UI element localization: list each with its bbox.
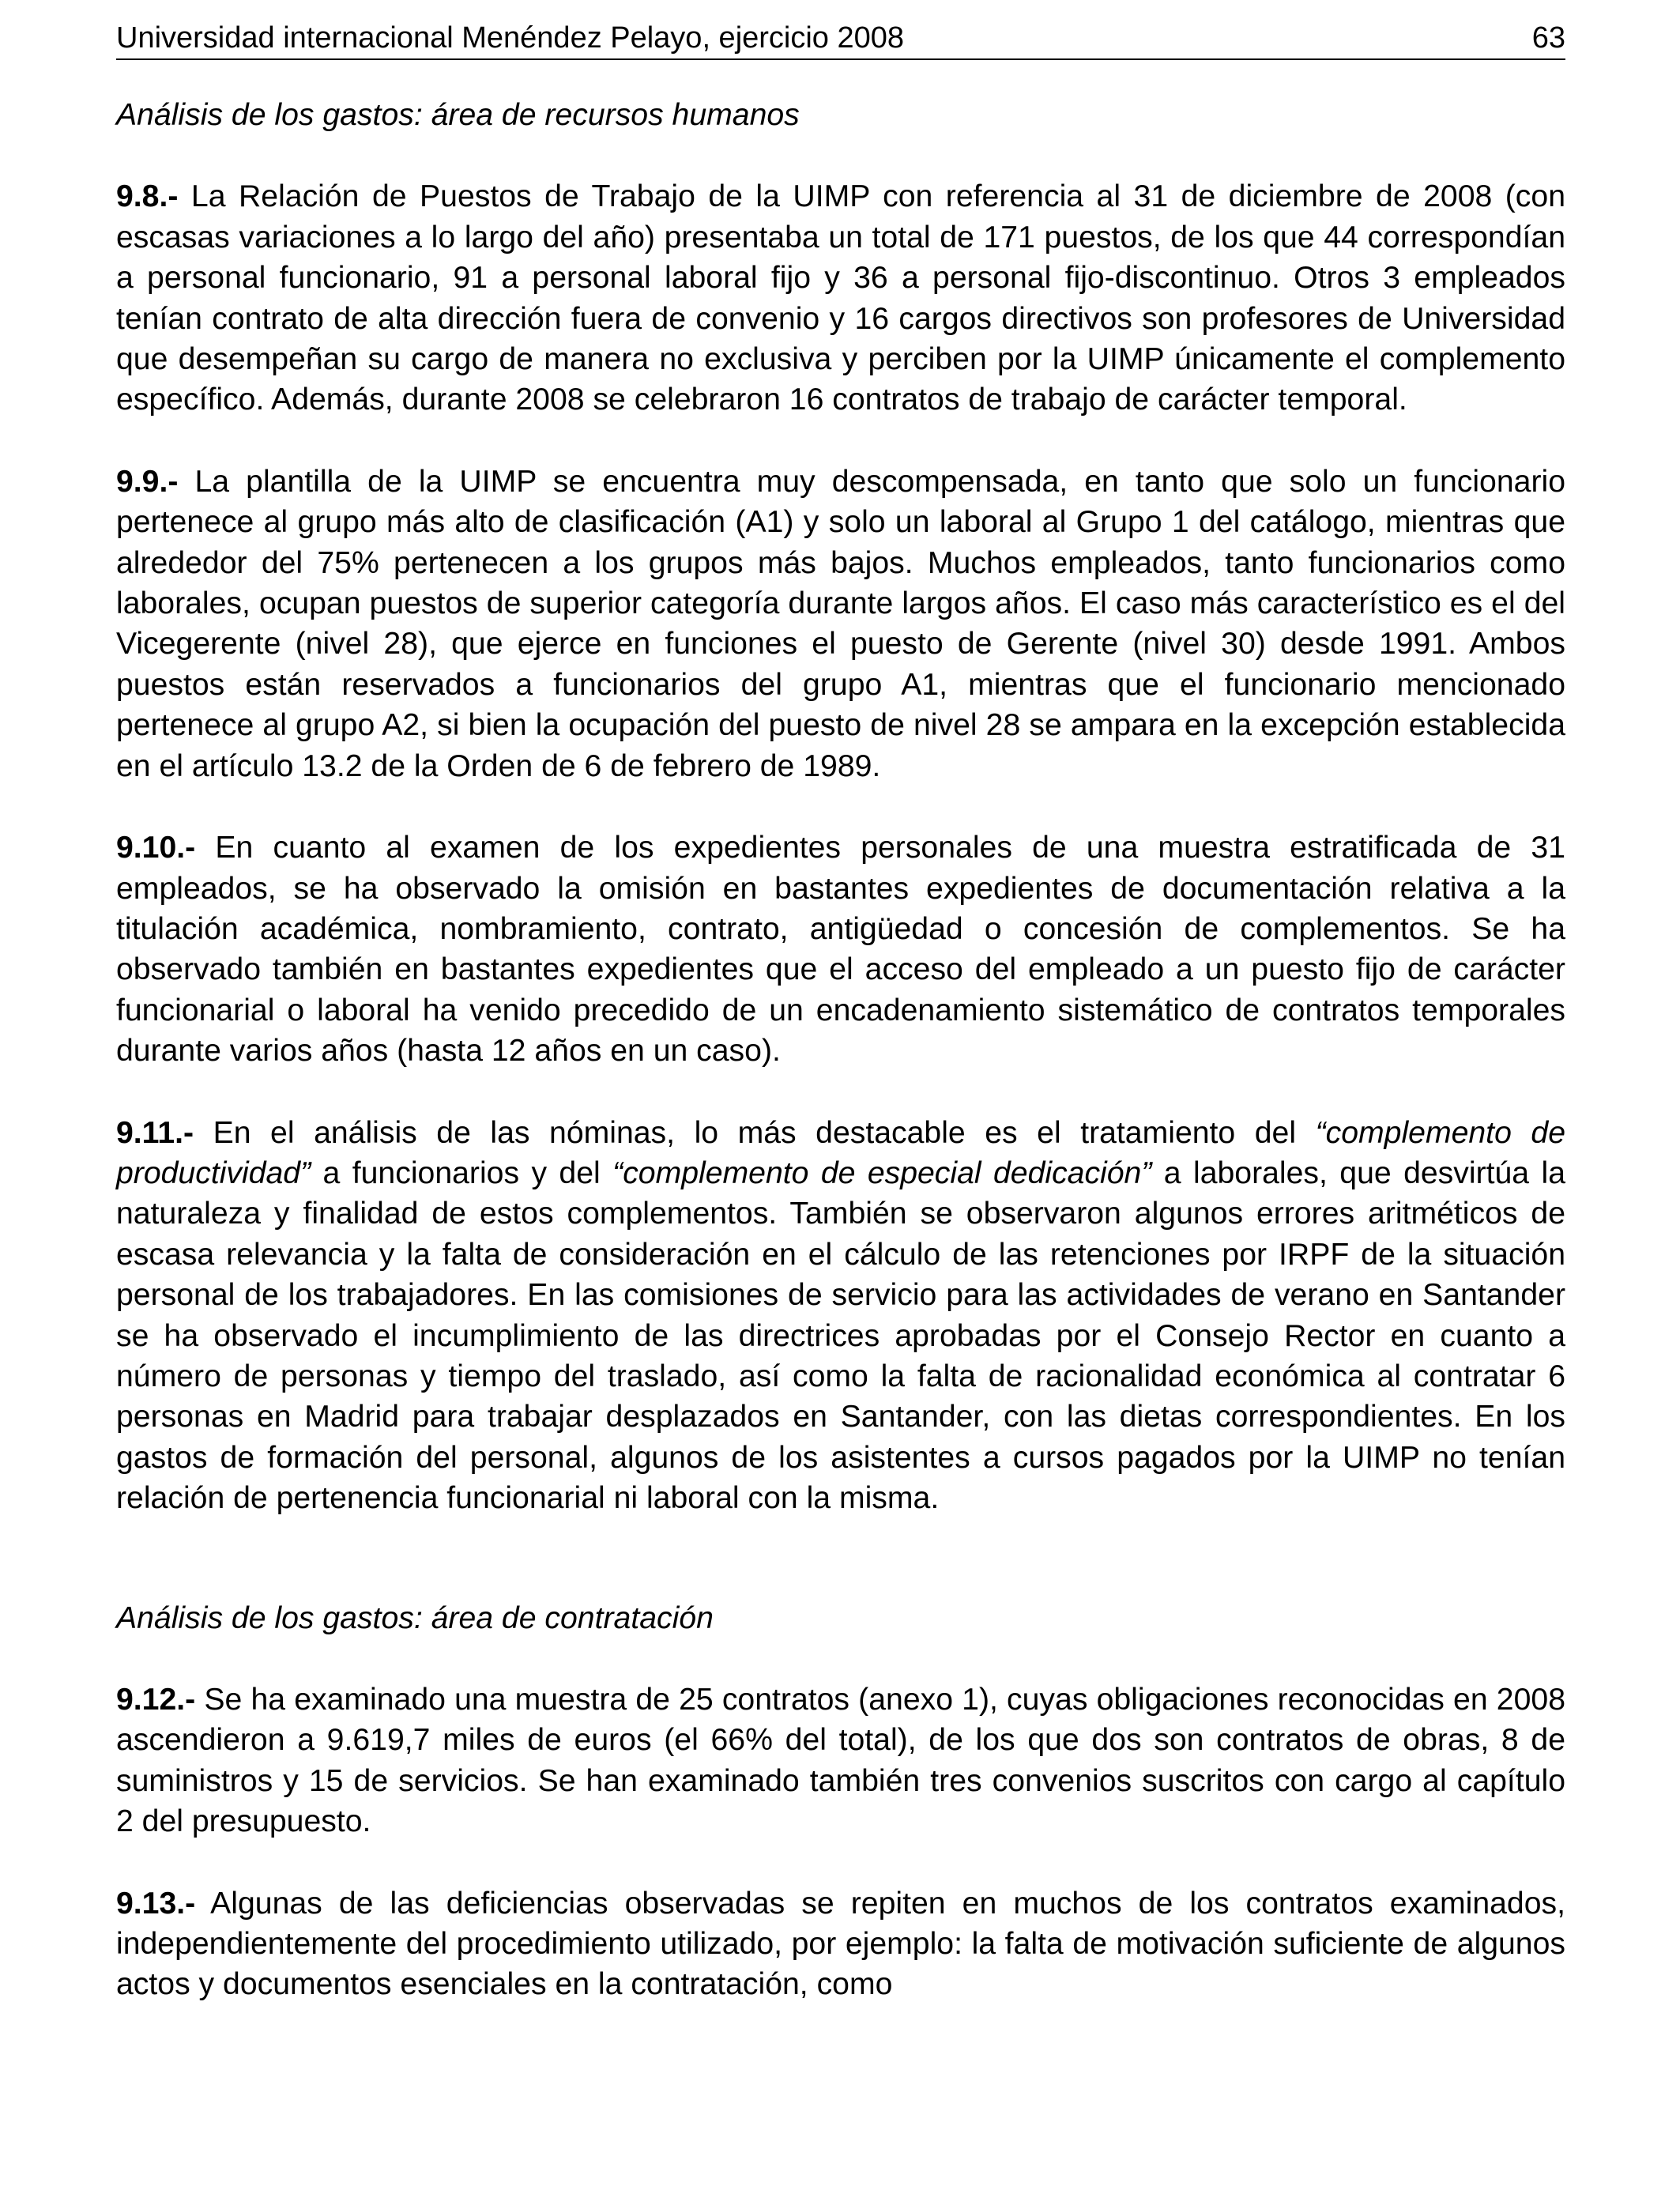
paragraph-9-8 [116,176,1565,420]
paragraph-9-11 [116,1113,1565,1519]
paragraph-number: 9.10.- [116,831,196,865]
paragraph-9-9 [116,462,1565,786]
paragraph-text: La Relación de Puestos de Trabajo de la UIMP con referencia al 31 de diciembre de 2008 (con escasas variaciones a lo largo del año) presentaba un total de 171 puestos, de los que 44 correspondían a personal funcionario, 91 a personal laboral fijo y 36 a personal fijo-discontinuo. Otros 3 empleados tenían contrato de alta dirección fuera de convenio y 16 cargos directivos son profesores de Universidad que desempeñan su cargo de manera no exclusiva y perciben por la UIMP únicamente el complemento específico. Además, durante 2008 se celebraron 16 contratos de trabajo de carácter temporal. [116,179,1565,417]
paragraph-text: En el análisis de las nóminas, lo más destacable es el tratamiento del [194,1115,1316,1150]
italic-term-productividad: “complemento de productividad” [116,1115,1565,1190]
italic-term-especial-dedicacion: “complemento de especial dedicación” [612,1155,1152,1190]
page-number: 63 [1531,21,1565,55]
paragraph-9-12 [116,1679,1565,1842]
paragraph-number: 9.11.- [116,1115,194,1150]
header-title: Universidad internacional Menéndez Pelayo, ejercicio 2008 [116,21,905,55]
paragraph-number: 9.12.- [116,1683,196,1717]
paragraph-9-10 [116,827,1565,1071]
paragraph-text: En cuanto al examen de los expedientes personales de una muestra estratificada de 31 empleados, se ha observado la omisión en bastantes expedientes de documentación relativa a la titulación académica, nombramiento, contrato, antigüedad o concesión de complementos. Se ha observado también en bastantes expedientes que el acceso del empleado a un puesto fijo de carácter funcionarial o laboral ha venido precedido de un encadenamiento sistemático de contratos temporales durante varios años (hasta 12 años en un caso). [116,831,1565,1069]
document-body [116,95,1565,2005]
paragraph-number: 9.9.- [116,464,179,499]
paragraph-text: a laborales, que desvirtúa la naturaleza y finalidad de estos complementos. También se observaron algunos errores aritméticos de escasa relevancia y la falta de consideración en el cálculo de las retenciones por IRPF de la situación personal de los trabajadores. En las comisiones de servicio para las actividades de verano en Santander se ha observado el incumplimiento de las directrices aprobadas por el Consejo Rector en cuanto a número de personas y tiempo del traslado, así como la falta de racionalidad económica al contratar 6 personas en Madrid para trabajar desplazados en Santander, con las dietas correspondientes. En los gastos de formación del personal, algunos de los asistentes a cursos pagados por la UIMP no tenían relación de pertenencia funcionarial ni laboral con la misma. [116,1155,1565,1516]
paragraph-text: a funcionarios y del [311,1155,613,1190]
paragraph-9-13 [116,1883,1565,2005]
section-title-human-resources: Análisis de los gastos: área de recursos humanos [116,98,800,132]
section-title-contracting: Análisis de los gastos: área de contratación [116,1600,714,1635]
paragraph-text: Algunas de las deficiencias observadas se repiten en muchos de los contratos examinados, independientemente del procedimiento utilizado, por ejemplo: la falta de motivación suficiente de algunos actos y documentos esenciales en la contratación, como [116,1886,1565,2002]
paragraph-text: Se ha examinado una muestra de 25 contratos (anexo 1), cuyas obligaciones reconocidas en 2008 ascendieron a 9.619,7 miles de euros (el 66% del total), de los que dos son contratos de obras, 8 de suministros y 15 de servicios. Se han examinado también tres convenios suscritos con cargo al capítulo 2 del presupuesto. [116,1683,1565,1839]
page-header [116,17,1565,60]
paragraph-number: 9.8.- [116,179,179,214]
paragraph-number: 9.13.- [116,1886,196,1921]
paragraph-text: La plantilla de la UIMP se encuentra muy descompensada, en tanto que solo un funcionario pertenece al grupo más alto de clasificación (A1) y solo un laboral al Grupo 1 del catálogo, mientras que alrededor del 75% pertenecen a los grupos más bajos. Muchos empleados, tanto funcionarios como laborales, ocupan puestos de superior categoría durante largos años. El caso más característico es el del Vicegerente (nivel 28), que ejerce en funciones el puesto de Gerente (nivel 30) desde 1991. Ambos puestos están reservados a funcionarios del grupo A1, mientras que el funcionario mencionado pertenece al grupo A2, si bien la ocupación del puesto de nivel 28 se ampara en la excepción establecida en el artículo 13.2 de la Orden de 6 de febrero de 1989. [116,464,1565,783]
